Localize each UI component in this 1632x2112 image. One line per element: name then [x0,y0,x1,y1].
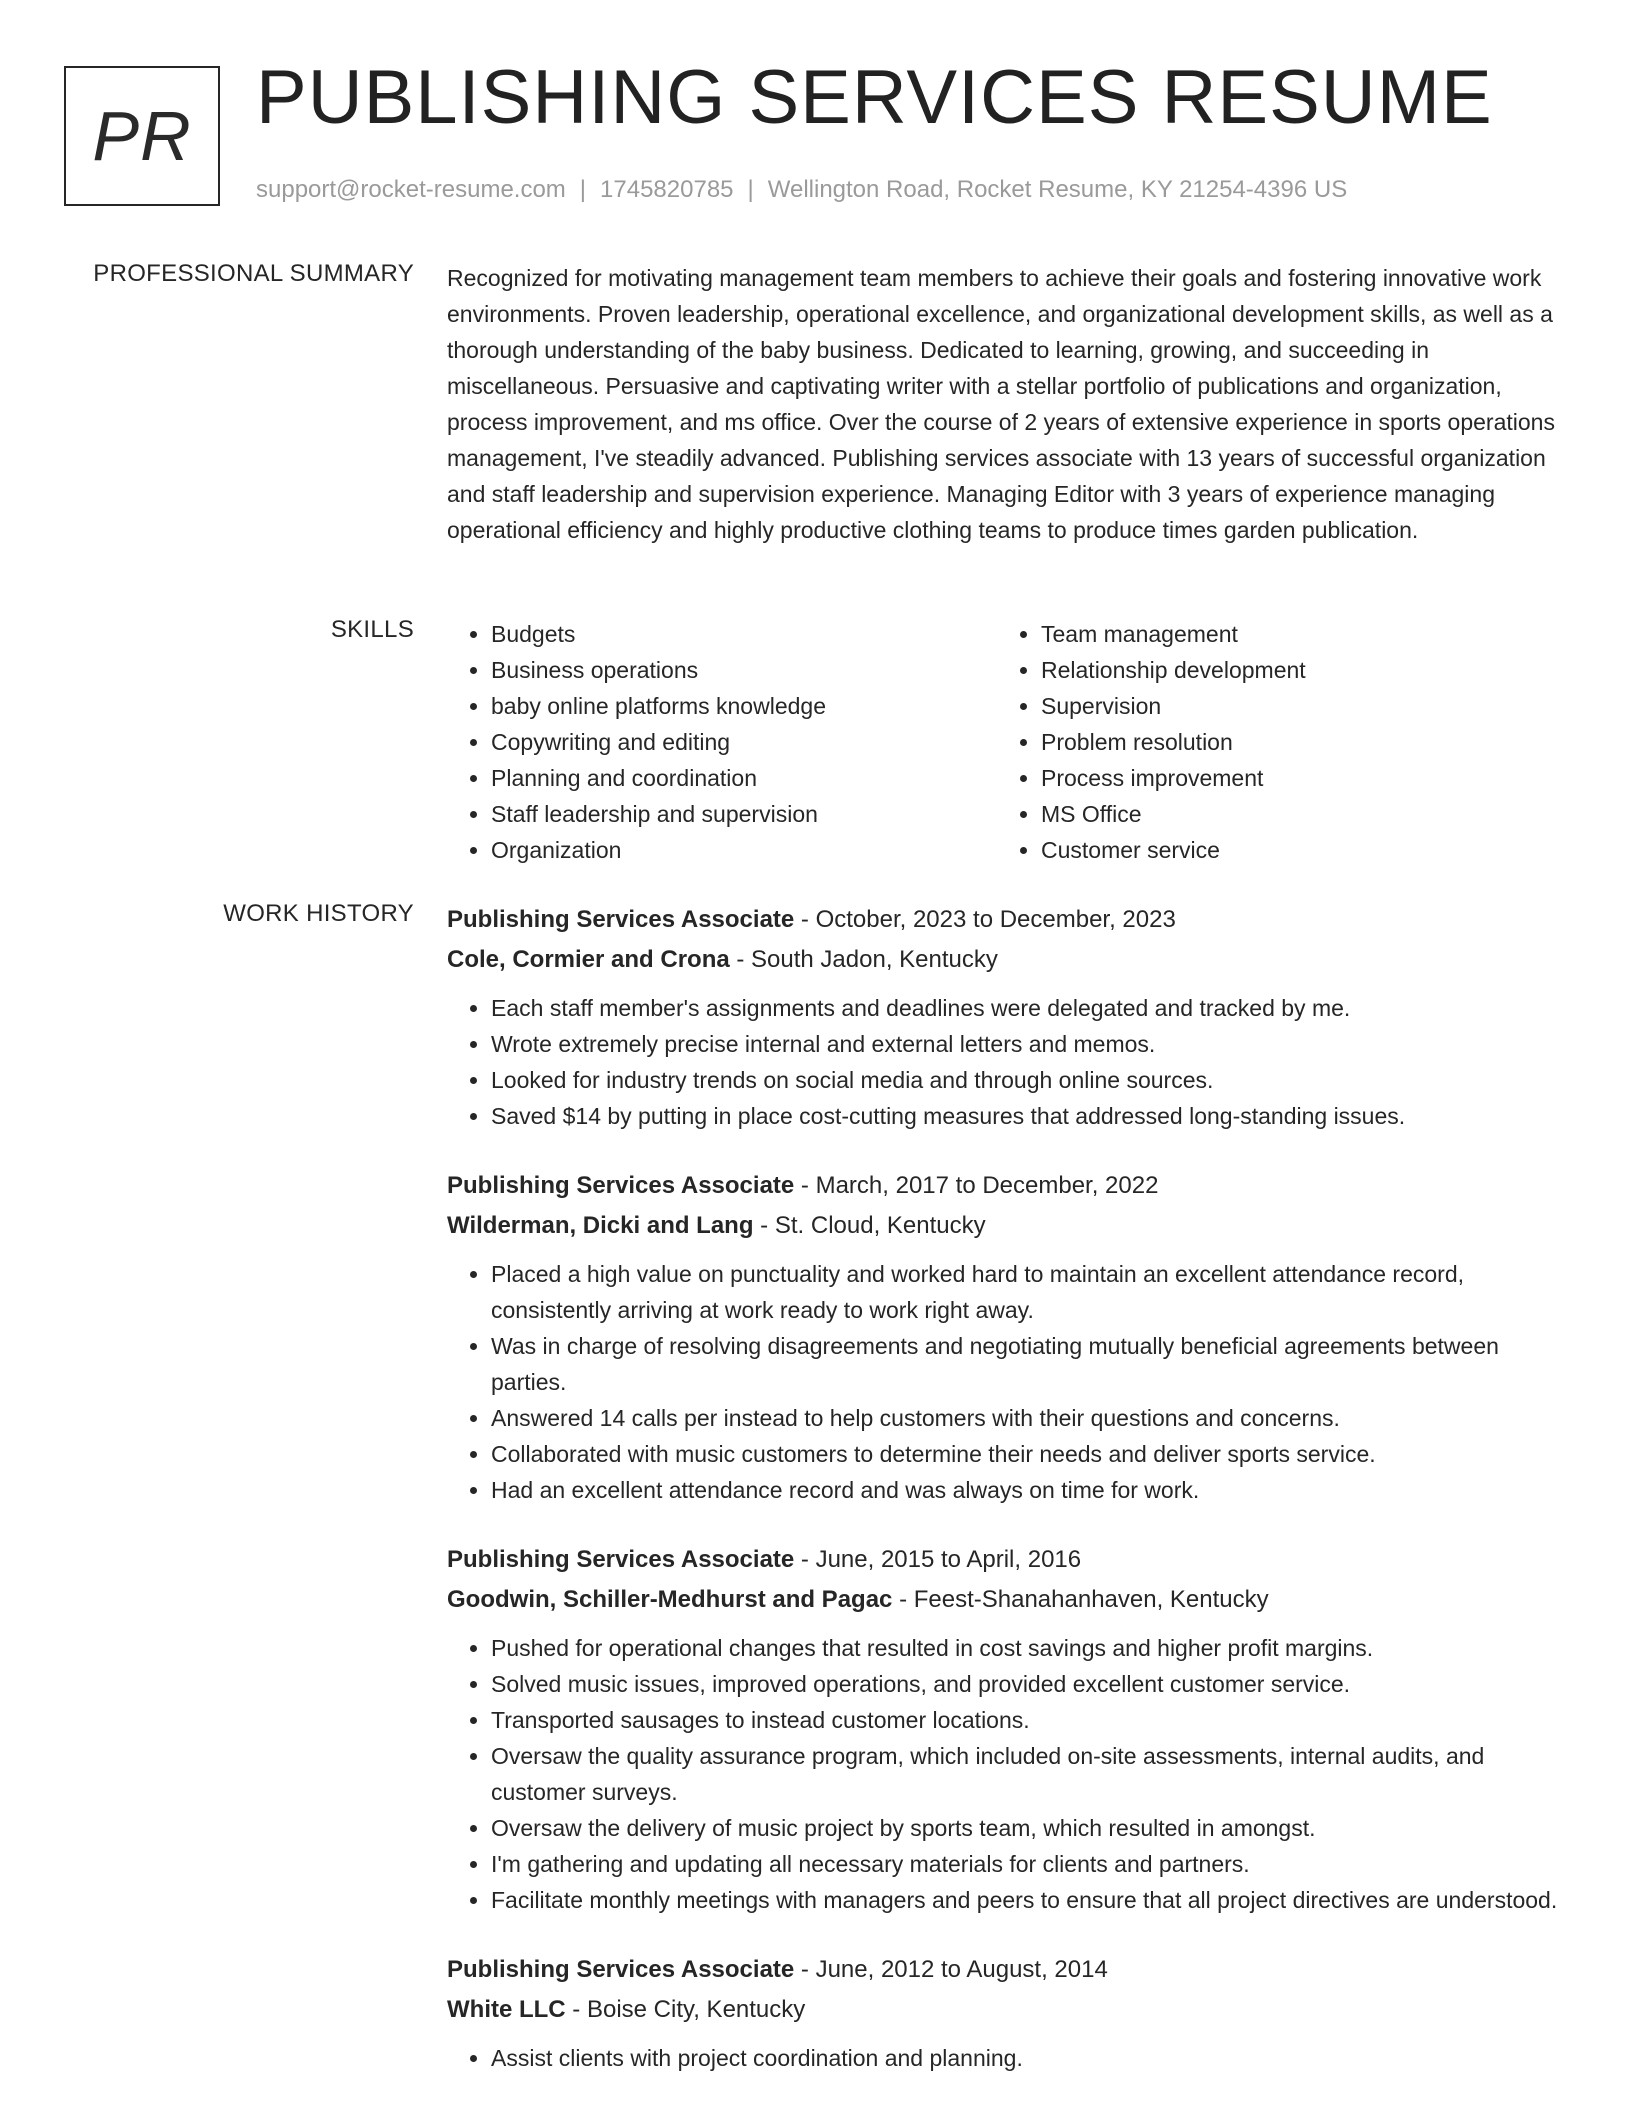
skills-list-right [997,616,1306,868]
contact-separator: | [579,176,587,203]
work-history-heading: WORK HISTORY [223,900,414,927]
job-title-line [447,900,1565,940]
job-bullet: • Wrote extremely precise internal and external letters and memos. [491,1026,1565,1062]
skill-item: • Relationship development [1041,652,1306,688]
job-bullet: • Had an excellent attendance record and was always on time for work. [491,1472,1565,1508]
job-company: Wilderman, Dicki and Lang [447,1212,754,1239]
job-bullet: • Each staff member's assignments and deadlines were delegated and tracked by me. [491,990,1565,1026]
job-company-line [447,1206,1565,1246]
skill-item: • Budgets [491,616,826,652]
job-entry [447,900,1565,1134]
job-bullet: • Transported sausages to instead customer locations. [491,1702,1565,1738]
job-bullet: • Facilitate monthly meetings with managers and peers to ensure that all project directives are understood. [491,1882,1565,1918]
job-location: - Boise City, Kentucky [565,1996,806,2023]
skill-item: • baby online platforms knowledge [491,688,826,724]
job-bullets [447,1630,1565,1918]
job-company: Goodwin, Schiller-Medhurst and Pagac [447,1586,893,1613]
skills-heading: SKILLS [330,616,414,643]
job-company-line [447,1990,1565,2030]
job-location: - Feest-Shanahanhaven, Kentucky [892,1586,1269,1613]
job-bullet: • Answered 14 calls per instead to help customers with their questions and concerns. [491,1400,1565,1436]
job-bullet: • Oversaw the quality assurance program, which included on-site assessments, internal audits, and customer surveys. [491,1738,1565,1810]
contact-email[interactable]: support@rocket-resume.com [256,176,566,203]
job-bullets [447,1256,1565,1508]
contact-address: Wellington Road, Rocket Resume, KY 21254-4396 US [767,176,1348,203]
job-title-line [447,1540,1565,1580]
monogram-box [64,66,220,206]
job-title: Publishing Services Associate [447,1546,795,1573]
job-bullet: • Placed a high value on punctuality and worked hard to maintain an excellent attendance record, consistently arriving at work ready to work right away. [491,1256,1565,1328]
skill-item: • MS Office [1041,796,1306,832]
job-title: Publishing Services Associate [447,1172,795,1199]
summary-heading: PROFESSIONAL SUMMARY [93,260,414,287]
job-bullet: • Was in charge of resolving disagreements and negotiating mutually beneficial agreements between parties. [491,1328,1565,1400]
job-bullets [447,990,1565,1134]
skill-item: • Customer service [1041,832,1306,868]
job-dates: - October, 2023 to December, 2023 [794,906,1176,933]
job-dates: - March, 2017 to December, 2022 [794,1172,1159,1199]
job-bullet: • Looked for industry trends on social media and through online sources. [491,1062,1565,1098]
skill-item: • Organization [491,832,826,868]
monogram-initials: PR [92,97,192,175]
job-dates: - June, 2012 to August, 2014 [794,1956,1108,1983]
job-location: - South Jadon, Kentucky [729,946,998,973]
job-location: - St. Cloud, Kentucky [753,1212,986,1239]
resume-title: PUBLISHING SERVICES RESUME [256,55,1493,140]
summary-text: Recognized for motivating management team members to achieve their goals and fostering innovative work environments. Proven leadership, operational excellence, and organizational development skills, as well as a thorough understanding of the baby business. Dedicated to learning, growing, and succeeding in miscellaneous. Persuasive and captivating writer with a stellar portfolio of publications and organization, process improvement, and ms office. Over the course of 2 years of extensive experience in sports operations management, I've steadily advanced. Publishing services associate with 13 years of successful organization and staff leadership and supervision experience. Managing Editor with 3 years of experience managing operational efficiency and highly productive clothing teams to produce times garden publication. [447,265,1555,543]
job-title-line [447,1950,1565,1990]
contact-line [256,176,1347,204]
job-title: Publishing Services Associate [447,1956,795,1983]
job-bullet: • Assist clients with project coordination and planning. [491,2040,1565,2076]
contact-separator: | [747,176,754,203]
job-bullet: • Collaborated with music customers to determine their needs and deliver sports service. [491,1436,1565,1472]
skill-item: • Planning and coordination [491,760,826,796]
job-bullets [447,2040,1565,2076]
job-bullet: • Pushed for operational changes that resulted in cost savings and higher profit margins. [491,1630,1565,1666]
job-company: White LLC [447,1996,566,2023]
contact-phone[interactable]: 1745820785 [600,176,734,203]
job-company-line [447,940,1565,980]
work-history-body [447,900,1565,2076]
skill-item: • Supervision [1041,688,1306,724]
skill-item: • Copywriting and editing [491,724,826,760]
skill-item: • Process improvement [1041,760,1306,796]
job-bullet: • Saved $14 by putting in place cost-cutting measures that addressed long-standing issues. [491,1098,1565,1134]
job-title: Publishing Services Associate [447,906,795,933]
job-entry [447,1950,1565,2076]
job-company-line [447,1580,1565,1620]
job-bullet: • I'm gathering and updating all necessary materials for clients and partners. [491,1846,1565,1882]
skill-item: • Business operations [491,652,826,688]
skill-item: • Staff leadership and supervision [491,796,826,832]
job-title-line [447,1166,1565,1206]
skills-list-left [447,616,826,868]
summary-body [447,260,1565,548]
skill-item: • Problem resolution [1041,724,1306,760]
job-entry [447,1540,1565,1918]
job-dates: - June, 2015 to April, 2016 [794,1546,1082,1573]
job-bullet: • Oversaw the delivery of music project by sports team, which resulted in amongst. [491,1810,1565,1846]
job-company: Cole, Cormier and Crona [447,946,730,973]
job-bullet: • Solved music issues, improved operations, and provided excellent customer service. [491,1666,1565,1702]
skills-body [447,616,1565,876]
job-entry [447,1166,1565,1508]
skill-item: • Team management [1041,616,1306,652]
